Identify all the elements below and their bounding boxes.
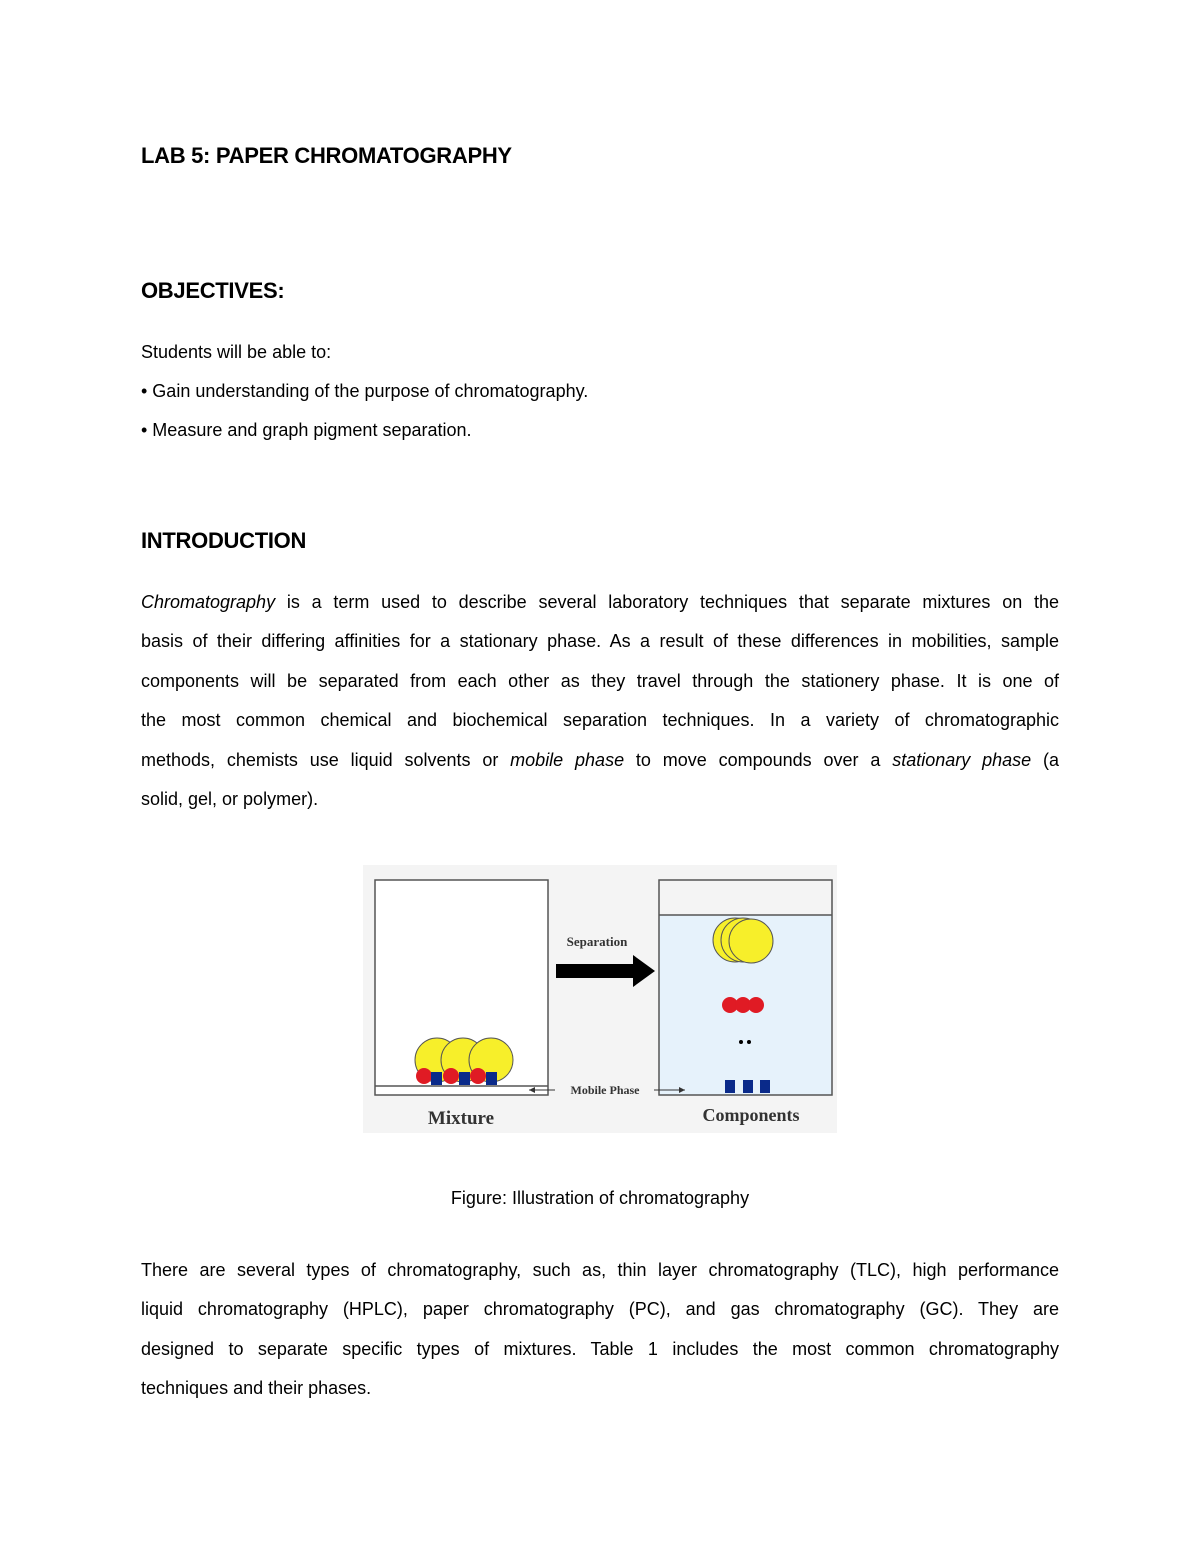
types-paragraph <box>141 1251 1059 1409</box>
components-blue-pigment-1 <box>725 1080 735 1093</box>
objective-item-2: • Measure and graph pigment separation. <box>141 420 472 440</box>
intro-line-5-c: (a <box>1031 749 1059 770</box>
introduction-paragraph <box>141 583 1059 819</box>
mixture-blue-pigment-1 <box>431 1072 442 1085</box>
term-stationary-phase: stationary phase <box>892 749 1032 770</box>
separation-label: Separation <box>566 934 628 949</box>
intro-line-5-a: methods, chemists use liquid solvents or <box>141 749 511 770</box>
document-title: LAB 5: PAPER CHROMATOGRAPHY <box>141 143 512 168</box>
chromatography-figure <box>363 865 837 1133</box>
mixture-blue-pigment-3 <box>486 1072 497 1085</box>
components-red-pigment-3 <box>748 997 764 1013</box>
intro-line-2: basis of their differing affinities for a stationary phase. As a result of these differences in mobilities, sample <box>141 631 1059 652</box>
objectives-heading: OBJECTIVES: <box>141 278 285 303</box>
intro-line-6: solid, gel, or polymer). <box>141 789 319 810</box>
mixture-red-pigment-3 <box>470 1068 486 1084</box>
mixture-label: Mixture <box>427 1108 495 1129</box>
mixture-blue-pigment-2 <box>459 1072 470 1085</box>
mobile-phase-label: Mobile Phase <box>570 1083 640 1097</box>
objective-item-1: • Gain understanding of the purpose of chromatography. <box>141 381 589 401</box>
term-mobile-phase: mobile phase <box>510 749 625 770</box>
components-yellow-pigment-3 <box>729 919 773 963</box>
types-line-1: There are several types of chromatography, such as, thin layer chromatography (TLC), high performance <box>141 1260 1059 1280</box>
components-blue-pigment-2 <box>743 1080 753 1093</box>
figure-caption: Figure: Illustration of chromatography <box>450 1188 750 1208</box>
types-line-3: designed to separate specific types of mixtures. Table 1 includes the most common chromatography <box>141 1338 1059 1359</box>
intro-line-1-text: is a term used to describe several laboratory techniques that separate mixtures on the <box>275 592 1059 612</box>
components-dot-1 <box>739 1040 743 1044</box>
term-chromatography: Chromatography <box>141 592 276 612</box>
chromatography-illustration <box>363 865 837 1133</box>
mixture-red-pigment-1 <box>416 1068 432 1084</box>
intro-line-4: the most common chemical and biochemical separation techniques. In a variety of chromatographic <box>141 710 1059 731</box>
intro-line-5-b: to move compounds over a <box>624 749 893 770</box>
intro-line-3: components will be separated from each other as they travel through the stationery phase. It is one of <box>141 670 1059 691</box>
components-dot-2 <box>747 1040 751 1044</box>
mixture-red-pigment-2 <box>443 1068 459 1084</box>
introduction-heading: INTRODUCTION <box>141 528 307 553</box>
intro-line-1 <box>141 583 1059 622</box>
types-line-4: techniques and their phases. <box>141 1378 372 1399</box>
objectives-intro: Students will be able to: <box>141 342 332 362</box>
components-blue-pigment-3 <box>760 1080 770 1093</box>
components-label: Components <box>702 1105 800 1125</box>
intro-line-5 <box>141 741 1059 780</box>
types-line-2: liquid chromatography (HPLC), paper chromatography (PC), and gas chromatography (GC). They are <box>141 1299 1059 1320</box>
